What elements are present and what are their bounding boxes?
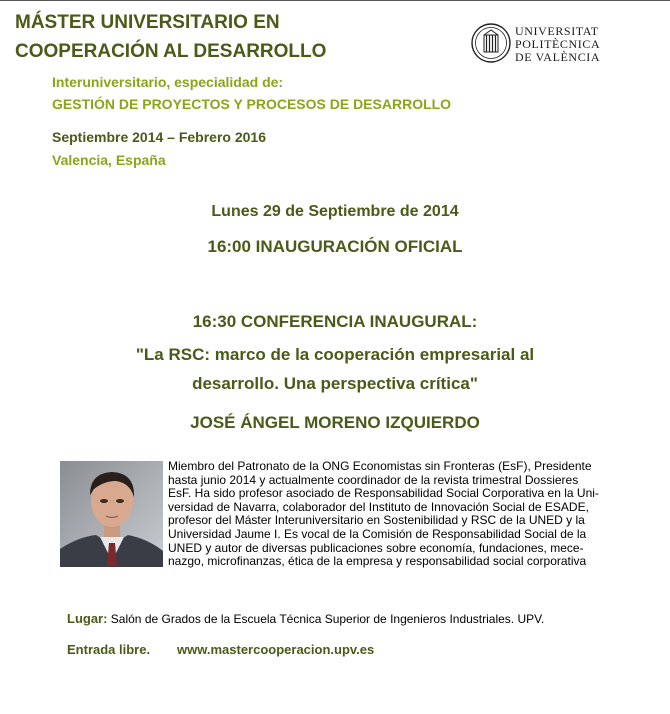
bio-line: profesor del Máster Interuniversitario en Sostenibilidad y RSC de la UNED y la [168,513,585,528]
conference-heading: 16:30 CONFERENCIA INAUGURAL: [192,312,478,331]
website-link[interactable]: www.mastercooperacion.upv.es [177,642,375,657]
bio-line: EsF. Ha sido profesor asociado de Responsabilidad Social Corporativa en la Uni- [168,486,599,501]
bio-line: nazgo, microfinanzas, ética de la empresa y responsabilidad social corporativa [168,554,587,569]
speaker-bio [168,460,622,569]
bio-line: Miembro del Patronato de la ONG Economistas sin Fronteras (EsF), Presidente [168,459,592,473]
page-title-line1: MÁSTER UNIVERSITARIO EN [15,12,280,33]
venue-label: Lugar: [67,611,108,626]
program-location: Valencia, España [52,152,166,168]
logo-text-line1: UNIVERSITAT [515,24,599,38]
free-entry: Entrada libre. [67,642,151,657]
page-title-line2: COOPERACIÓN AL DESARROLLO [15,41,327,62]
bio-line: versidad de Navarra, colaborador del Instituto de Innovación Social de ESADE, [168,499,589,514]
university-seal-icon [470,22,512,64]
speaker-photo [60,461,163,567]
venue [67,611,544,626]
event-date: Lunes 29 de Septiembre de 2014 [211,203,459,220]
venue-value: Salón de Grados de la Escuela Técnica Superior de Ingenieros Industriales. UPV. [107,612,545,626]
program-dates: Septiembre 2014 – Febrero 2016 [52,129,267,145]
talk-title-line1: "La RSC: marco de la cooperación empresarial al [135,345,535,364]
inauguration-time: 16:00 INAUGURACIÓN OFICIAL [207,237,463,256]
bio-line: Universidad Jaume I. Es vocal de la Comisión de Responsabilidad Social de la [168,526,587,541]
university-logo [470,22,610,68]
top-border [0,0,670,1]
subtitle-line1: Interuniversitario, especialidad de: [52,74,284,90]
bio-line: hasta junio 2014 y actualmente coordinador de la revista trimestral Dossieres [168,472,579,487]
logo-text-line3: DE VALÈNCIA [515,50,601,64]
speaker-portrait [60,461,163,567]
talk-title-line2: desarrollo. Una perspectiva crítica" [192,374,478,393]
speaker-name: JOSÉ ÁNGEL MORENO IZQUIERDO [190,413,480,432]
logo-text-line2: POLITÈCNICA [515,37,601,51]
bio-line: UNED y autor de diversas publicaciones sobre economía, fundaciones, mece- [168,540,584,555]
subtitle-line2: GESTIÓN DE PROYECTOS Y PROCESOS DE DESARROLLO [52,96,452,112]
